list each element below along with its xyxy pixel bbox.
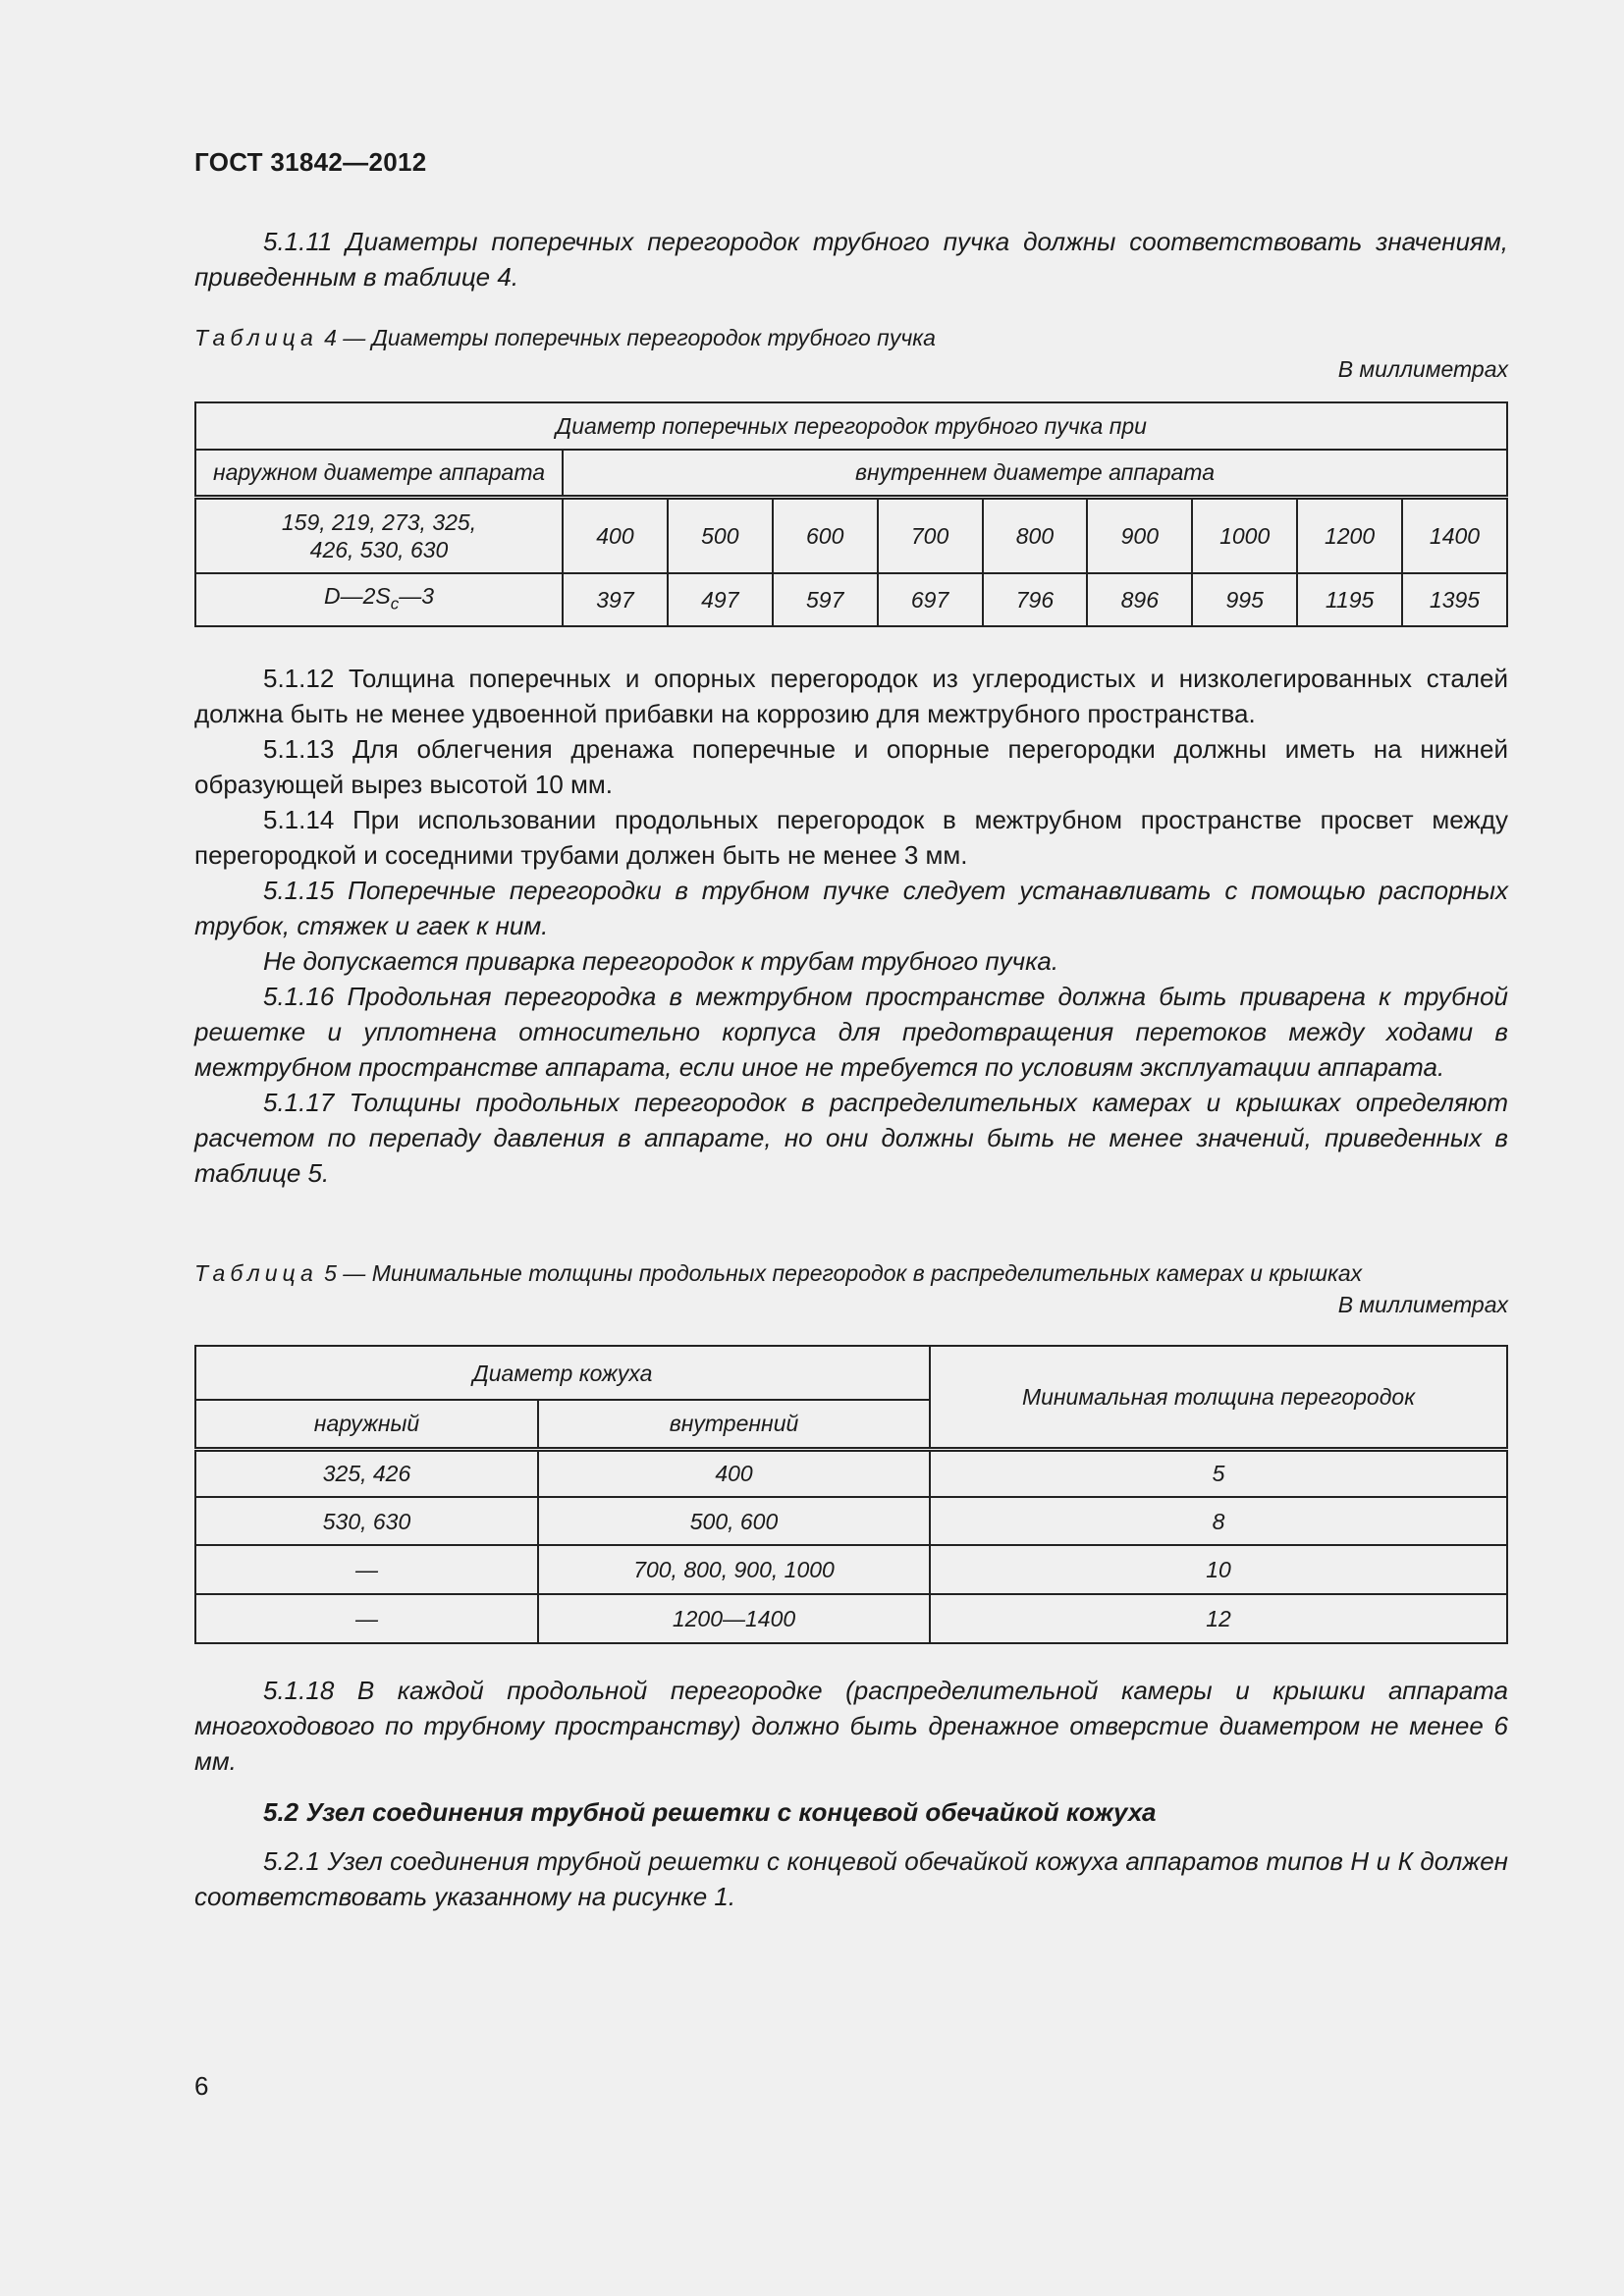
table-cell: 8: [930, 1497, 1507, 1545]
table-cell: 5: [930, 1449, 1507, 1497]
table-4-top-header: Диаметр поперечных перегородок трубного пучка при: [195, 402, 1507, 450]
table-cell: 600: [773, 497, 878, 573]
table-5-unit: В миллиметрах: [1337, 1292, 1508, 1317]
caption-text: 5 — Минимальные толщины продольных перегородок в распределительных камерах и крышках: [324, 1260, 1363, 1286]
table-5-outer-header: наружный: [195, 1400, 538, 1449]
table-4: [194, 401, 1508, 627]
table-cell: 1195: [1297, 573, 1402, 626]
page-number: 6: [194, 2071, 209, 2101]
paragraph-5-1-18: 5.1.18 В каждой продольной перегородке (распределительной камеры и крышки аппарата многоходового по трубному пространству) должно быть дренажное отверстие диаметром не менее 6 мм.: [194, 1676, 1508, 1776]
caption-label: Таблица: [194, 325, 318, 350]
table-cell: 700: [878, 497, 983, 573]
table-row: [195, 1449, 1507, 1497]
table-cell: 1400: [1402, 497, 1507, 573]
paragraph-5-1-14: 5.1.14 При использовании продольных перегородок в межтрубном пространстве просвет между перегородкой и соседними трубами должен быть не менее 3 мм.: [194, 805, 1508, 870]
table-5-diameter-header: Диаметр кожуха: [195, 1346, 930, 1400]
table-cell: 697: [878, 573, 983, 626]
caption-text: 4 — Диаметры поперечных перегородок трубного пучка: [324, 325, 936, 350]
table-cell: 530, 630: [195, 1497, 538, 1545]
table-4-caption: [194, 322, 1508, 385]
table-row: [195, 573, 1507, 626]
table-4-inner-header: внутреннем диаметре аппарата: [563, 450, 1507, 497]
paragraph-5-1-13: 5.1.13 Для облегчения дренажа поперечные и опорные перегородки должны иметь на нижней образующей вырез высотой 10 мм.: [194, 734, 1508, 799]
table-cell: 597: [773, 573, 878, 626]
table-cell: 800: [983, 497, 1088, 573]
table-cell: 700, 800, 900, 1000: [538, 1545, 930, 1594]
paragraph-5-1-11: 5.1.11 Диаметры поперечных перегородок трубного пучка должны соответствовать значениям, приведенным в таблице 4.: [194, 227, 1508, 292]
table-cell: 896: [1087, 573, 1192, 626]
table-cell: 400: [538, 1449, 930, 1497]
body-text-block-1: [194, 661, 1508, 1191]
table-cell: —: [195, 1594, 538, 1643]
table-5-inner-header: внутренний: [538, 1400, 930, 1449]
table-row: [195, 1497, 1507, 1545]
paragraph-5-1-15: 5.1.15 Поперечные перегородки в трубном пучке следует устанавливать с помощью распорных трубок, стяжек и гаек к ним.: [194, 876, 1508, 940]
table-4-unit: В миллиметрах: [1337, 356, 1508, 382]
table-cell: 500: [668, 497, 773, 573]
table-cell: 1395: [1402, 573, 1507, 626]
section-5-2-heading: 5.2 Узел соединения трубной решетки с концевой обечайкой кожуха: [263, 1797, 1157, 1827]
table-cell: 900: [1087, 497, 1192, 573]
table-cell: 500, 600: [538, 1497, 930, 1545]
table-cell: —: [195, 1545, 538, 1594]
paragraph-5-1-15-note: Не допускается приварка перегородок к трубам трубного пучка.: [263, 946, 1059, 976]
caption-label: Таблица: [194, 1260, 318, 1286]
table-cell: 1000: [1192, 497, 1297, 573]
table-4-row1-label: 159, 219, 273, 325, 426, 530, 630: [195, 497, 563, 573]
table-cell: 1200: [1297, 497, 1402, 573]
table-cell: 325, 426: [195, 1449, 538, 1497]
table-cell: 10: [930, 1545, 1507, 1594]
table-cell: 796: [983, 573, 1088, 626]
table-row: [195, 497, 1507, 573]
paragraph-5-1-16: 5.1.16 Продольная перегородка в межтрубном пространстве должна быть приварена к трубной решетке и уплотнена относительно корпуса для предотвращения перетоков между ходами в межтрубном пространстве аппарата, если иное не требуется по условиям эксплуатации аппарата.: [194, 982, 1508, 1082]
paragraph-5-1-17: 5.1.17 Толщины продольных перегородок в распределительных камерах и крышках определяют расчетом по перепаду давления в аппарате, но они должны быть не менее значений, приведенных в таблице 5.: [194, 1088, 1508, 1188]
table-4-outer-header: наружном диаметре аппарата: [195, 450, 563, 497]
table-cell: 397: [563, 573, 668, 626]
table-5-min-header: Минимальная толщина перегородок: [930, 1346, 1507, 1449]
table-5-caption: [194, 1257, 1508, 1320]
table-cell: 1200—1400: [538, 1594, 930, 1643]
table-cell: 400: [563, 497, 668, 573]
table-cell: 995: [1192, 573, 1297, 626]
table-cell: 497: [668, 573, 773, 626]
table-row: [195, 1545, 1507, 1594]
paragraph-5-1-12: 5.1.12 Толщина поперечных и опорных перегородок из углеродистых и низколегированных сталей должна быть не менее удвоенной прибавки на коррозию для межтрубного пространства.: [194, 664, 1508, 728]
table-4-row2-label: $D—2S_с—3$: [195, 573, 563, 626]
table-row: [195, 1594, 1507, 1643]
paragraph-5-2-1: 5.2.1 Узел соединения трубной решетки с концевой обечайкой кожуха аппаратов типов Н и К должен соответствовать указанному на рисунке 1.: [194, 1846, 1508, 1911]
table-5: [194, 1345, 1508, 1644]
table-cell: 12: [930, 1594, 1507, 1643]
document-code: ГОСТ 31842—2012: [194, 147, 427, 177]
